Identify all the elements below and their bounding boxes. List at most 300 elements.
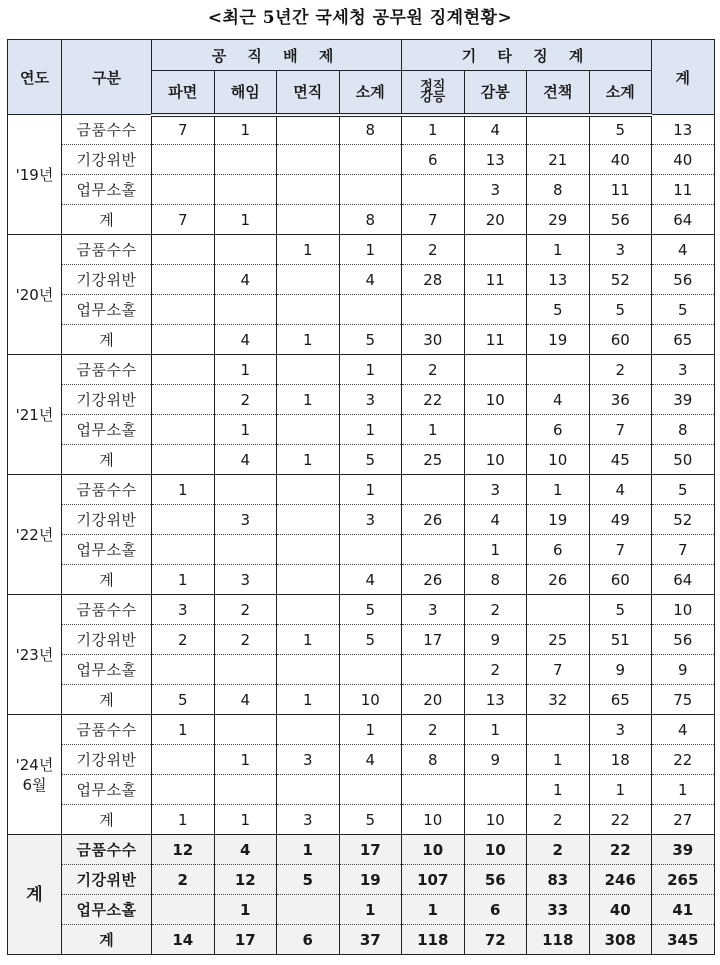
grand-total-cell: 3 xyxy=(652,355,715,385)
value-cell: 4 xyxy=(214,685,277,715)
category-cell: 계 xyxy=(62,565,152,595)
value-cell: 2 xyxy=(152,625,215,655)
table-row xyxy=(8,235,715,265)
year-label: 계 xyxy=(26,884,43,905)
value-cell xyxy=(277,595,340,625)
value-cell xyxy=(277,115,340,145)
value-cell: 7 xyxy=(589,535,652,565)
grand-total-cell: 265 xyxy=(652,865,715,895)
grand-total-cell: 4 xyxy=(652,715,715,745)
value-cell: 6 xyxy=(464,895,527,925)
category-cell: 기강위반 xyxy=(62,625,152,655)
table-row xyxy=(8,925,715,955)
year-cell xyxy=(8,715,62,835)
value-cell xyxy=(277,175,340,205)
year-cell xyxy=(8,115,62,235)
value-cell: 1 xyxy=(464,715,527,745)
value-cell: 1 xyxy=(277,325,340,355)
table-row xyxy=(8,535,715,565)
grand-total-cell: 9 xyxy=(652,655,715,685)
value-cell xyxy=(464,355,527,385)
value-cell: 1 xyxy=(277,685,340,715)
grand-total-cell: 41 xyxy=(652,895,715,925)
grand-total-cell: 75 xyxy=(652,685,715,715)
value-cell: 1 xyxy=(277,385,340,415)
header-col-suspension-demotion xyxy=(402,71,465,115)
header-category: 구분 xyxy=(62,40,152,115)
value-cell: 1 xyxy=(277,625,340,655)
value-cell: 2 xyxy=(152,865,215,895)
value-cell: 52 xyxy=(589,265,652,295)
year-label: '21년 xyxy=(15,405,54,424)
grand-total-cell: 345 xyxy=(652,925,715,955)
value-cell xyxy=(152,445,215,475)
value-cell: 60 xyxy=(589,565,652,595)
value-cell: 107 xyxy=(402,865,465,895)
value-cell xyxy=(152,415,215,445)
category-cell: 금품수수 xyxy=(62,475,152,505)
value-cell: 9 xyxy=(589,655,652,685)
value-cell: 5 xyxy=(339,445,402,475)
value-cell: 4 xyxy=(214,265,277,295)
value-cell xyxy=(152,505,215,535)
category-cell: 업무소홀 xyxy=(62,655,152,685)
value-cell xyxy=(527,595,590,625)
value-cell xyxy=(402,475,465,505)
table-row xyxy=(8,865,715,895)
header-grand-total: 계 xyxy=(652,40,715,115)
value-cell xyxy=(527,715,590,745)
grand-total-cell: 22 xyxy=(652,745,715,775)
value-cell: 12 xyxy=(152,835,215,865)
value-cell: 12 xyxy=(214,865,277,895)
value-cell: 25 xyxy=(527,625,590,655)
value-cell xyxy=(214,295,277,325)
value-cell: 28 xyxy=(402,265,465,295)
value-cell: 1 xyxy=(527,475,590,505)
value-cell xyxy=(277,475,340,505)
value-cell: 4 xyxy=(339,265,402,295)
value-cell: 5 xyxy=(277,865,340,895)
table-row xyxy=(8,475,715,505)
value-cell xyxy=(464,775,527,805)
value-cell: 25 xyxy=(402,445,465,475)
table-row xyxy=(8,895,715,925)
value-cell xyxy=(214,475,277,505)
grand-total-cell: 13 xyxy=(652,115,715,145)
grand-total-cell: 4 xyxy=(652,235,715,265)
table-header xyxy=(8,40,715,115)
value-cell: 10 xyxy=(527,445,590,475)
value-cell: 2 xyxy=(402,235,465,265)
value-cell: 36 xyxy=(589,385,652,415)
value-cell: 3 xyxy=(277,805,340,835)
value-cell xyxy=(152,745,215,775)
category-cell: 기강위반 xyxy=(62,745,152,775)
value-cell: 26 xyxy=(402,505,465,535)
table-row xyxy=(8,505,715,535)
value-cell: 1 xyxy=(214,895,277,925)
grand-total-cell: 50 xyxy=(652,445,715,475)
value-cell xyxy=(339,775,402,805)
grand-total-cell: 5 xyxy=(652,475,715,505)
year-label: '20년 xyxy=(15,285,54,304)
value-cell: 9 xyxy=(464,625,527,655)
value-cell: 7 xyxy=(527,655,590,685)
grand-total-cell: 64 xyxy=(652,205,715,235)
value-cell xyxy=(339,295,402,325)
header-col-removal: 해임 xyxy=(214,71,277,115)
value-cell: 18 xyxy=(589,745,652,775)
year-label: '19년 xyxy=(15,165,54,184)
table-row xyxy=(8,835,715,865)
value-cell: 308 xyxy=(589,925,652,955)
value-cell xyxy=(277,355,340,385)
value-cell xyxy=(214,175,277,205)
value-cell: 11 xyxy=(589,175,652,205)
value-cell xyxy=(527,115,590,145)
value-cell xyxy=(152,535,215,565)
value-cell xyxy=(152,265,215,295)
value-cell: 40 xyxy=(589,145,652,175)
value-cell: 49 xyxy=(589,505,652,535)
category-cell: 금품수수 xyxy=(62,715,152,745)
value-cell: 2 xyxy=(527,835,590,865)
value-cell: 1 xyxy=(402,895,465,925)
value-cell: 3 xyxy=(277,745,340,775)
value-cell xyxy=(214,145,277,175)
value-cell: 56 xyxy=(589,205,652,235)
value-cell: 5 xyxy=(589,595,652,625)
grand-total-cell: 39 xyxy=(652,385,715,415)
value-cell xyxy=(277,205,340,235)
value-cell xyxy=(402,175,465,205)
value-cell: 1 xyxy=(277,445,340,475)
value-cell: 1 xyxy=(339,475,402,505)
value-cell: 1 xyxy=(589,775,652,805)
value-cell: 1 xyxy=(339,715,402,745)
value-cell: 1 xyxy=(152,565,215,595)
value-cell: 2 xyxy=(214,595,277,625)
value-cell: 3 xyxy=(464,175,527,205)
category-cell: 계 xyxy=(62,925,152,955)
value-cell xyxy=(464,235,527,265)
year-label: '22년 xyxy=(15,525,54,544)
value-cell xyxy=(214,775,277,805)
value-cell xyxy=(277,775,340,805)
value-cell: 40 xyxy=(589,895,652,925)
value-cell: 1 xyxy=(527,775,590,805)
category-cell: 금품수수 xyxy=(62,835,152,865)
value-cell: 8 xyxy=(402,745,465,775)
value-cell: 4 xyxy=(527,385,590,415)
value-cell: 29 xyxy=(527,205,590,235)
value-cell: 4 xyxy=(464,115,527,145)
value-cell: 1 xyxy=(214,745,277,775)
year-cell xyxy=(8,355,62,475)
discipline-table xyxy=(7,39,715,955)
table-title: <최근 5년간 국세청 공무원 징계현황> xyxy=(207,8,513,28)
value-cell: 3 xyxy=(464,475,527,505)
category-cell: 업무소홀 xyxy=(62,415,152,445)
value-cell: 1 xyxy=(527,235,590,265)
year-sublabel: 6월 xyxy=(22,775,47,794)
value-cell: 3 xyxy=(214,565,277,595)
value-cell: 4 xyxy=(214,835,277,865)
value-cell: 19 xyxy=(527,325,590,355)
value-cell: 8 xyxy=(339,205,402,235)
table-row xyxy=(8,565,715,595)
value-cell: 10 xyxy=(464,805,527,835)
table-total-section xyxy=(8,835,715,955)
value-cell: 1 xyxy=(339,355,402,385)
value-cell: 3 xyxy=(589,235,652,265)
table-row xyxy=(8,205,715,235)
value-cell xyxy=(277,655,340,685)
value-cell: 19 xyxy=(527,505,590,535)
table-row xyxy=(8,295,715,325)
category-cell: 계 xyxy=(62,445,152,475)
value-cell: 1 xyxy=(527,745,590,775)
value-cell: 22 xyxy=(589,805,652,835)
value-cell: 7 xyxy=(589,415,652,445)
category-cell: 금품수수 xyxy=(62,115,152,145)
value-cell: 26 xyxy=(402,565,465,595)
value-cell: 1 xyxy=(152,805,215,835)
value-cell: 1 xyxy=(214,805,277,835)
year-label: '24년 xyxy=(15,755,54,774)
value-cell xyxy=(152,325,215,355)
value-cell xyxy=(214,535,277,565)
header-col-pay-cut: 감봉 xyxy=(464,71,527,115)
value-cell: 2 xyxy=(589,355,652,385)
table-row xyxy=(8,325,715,355)
value-cell: 22 xyxy=(402,385,465,415)
value-cell xyxy=(214,715,277,745)
header-col-subtotal-other: 소계 xyxy=(589,71,652,115)
year-cell xyxy=(8,595,62,715)
value-cell: 30 xyxy=(402,325,465,355)
table-row xyxy=(8,415,715,445)
value-cell xyxy=(152,355,215,385)
value-cell xyxy=(214,235,277,265)
value-cell xyxy=(152,235,215,265)
value-cell: 1 xyxy=(214,355,277,385)
header-col-reprimand: 견책 xyxy=(527,71,590,115)
value-cell: 4 xyxy=(214,445,277,475)
category-cell: 금품수수 xyxy=(62,595,152,625)
category-cell: 업무소홀 xyxy=(62,295,152,325)
value-cell xyxy=(339,655,402,685)
table-row xyxy=(8,445,715,475)
value-cell: 32 xyxy=(527,685,590,715)
value-cell: 6 xyxy=(527,415,590,445)
category-cell: 기강위반 xyxy=(62,865,152,895)
grand-total-cell: 5 xyxy=(652,295,715,325)
value-cell: 5 xyxy=(339,325,402,355)
value-cell: 4 xyxy=(339,565,402,595)
value-cell: 7 xyxy=(152,205,215,235)
value-cell: 1 xyxy=(277,835,340,865)
value-cell: 1 xyxy=(339,235,402,265)
value-cell xyxy=(527,355,590,385)
value-cell: 20 xyxy=(464,205,527,235)
value-cell: 1 xyxy=(339,895,402,925)
value-cell xyxy=(152,775,215,805)
value-cell xyxy=(464,295,527,325)
value-cell xyxy=(277,145,340,175)
value-cell: 33 xyxy=(527,895,590,925)
category-cell: 계 xyxy=(62,325,152,355)
value-cell: 2 xyxy=(214,625,277,655)
value-cell: 118 xyxy=(402,925,465,955)
value-cell: 2 xyxy=(214,385,277,415)
value-cell: 5 xyxy=(339,625,402,655)
table-row xyxy=(8,655,715,685)
table-row xyxy=(8,775,715,805)
value-cell: 37 xyxy=(339,925,402,955)
value-cell xyxy=(339,175,402,205)
header-col-resignation: 면직 xyxy=(277,71,340,115)
value-cell: 13 xyxy=(464,685,527,715)
value-cell xyxy=(277,535,340,565)
value-cell: 8 xyxy=(527,175,590,205)
year-cell xyxy=(8,235,62,355)
category-cell: 업무소홀 xyxy=(62,895,152,925)
category-cell: 계 xyxy=(62,685,152,715)
value-cell: 17 xyxy=(214,925,277,955)
value-cell: 7 xyxy=(402,205,465,235)
header-group-other-discipline: 기 타 징 계 xyxy=(402,40,652,71)
value-cell: 1 xyxy=(339,415,402,445)
table-row xyxy=(8,175,715,205)
value-cell: 1 xyxy=(214,415,277,445)
value-cell: 19 xyxy=(339,865,402,895)
table-row xyxy=(8,685,715,715)
value-cell: 10 xyxy=(339,685,402,715)
table-row xyxy=(8,595,715,625)
grand-total-cell: 65 xyxy=(652,325,715,355)
header-col-dismissal: 파면 xyxy=(152,71,215,115)
value-cell xyxy=(277,265,340,295)
year-cell xyxy=(8,475,62,595)
value-cell xyxy=(277,895,340,925)
category-cell: 계 xyxy=(62,205,152,235)
category-cell: 업무소홀 xyxy=(62,775,152,805)
value-cell: 13 xyxy=(464,145,527,175)
value-cell xyxy=(339,535,402,565)
value-cell: 5 xyxy=(339,595,402,625)
value-cell: 246 xyxy=(589,865,652,895)
value-cell xyxy=(402,295,465,325)
table-row xyxy=(8,715,715,745)
value-cell: 1 xyxy=(214,205,277,235)
category-cell: 금품수수 xyxy=(62,235,152,265)
value-cell: 6 xyxy=(402,145,465,175)
header-year: 연도 xyxy=(8,40,62,115)
value-cell: 65 xyxy=(589,685,652,715)
value-cell xyxy=(152,385,215,415)
value-cell xyxy=(152,175,215,205)
value-cell: 3 xyxy=(402,595,465,625)
table-row xyxy=(8,265,715,295)
header-col-suspension: 정직 xyxy=(420,78,446,94)
value-cell: 118 xyxy=(527,925,590,955)
value-cell: 2 xyxy=(402,355,465,385)
value-cell: 8 xyxy=(339,115,402,145)
value-cell: 56 xyxy=(464,865,527,895)
table-row xyxy=(8,385,715,415)
value-cell: 3 xyxy=(589,715,652,745)
header-col-demotion: 강등 xyxy=(420,89,446,105)
category-cell: 기강위반 xyxy=(62,505,152,535)
grand-total-cell: 39 xyxy=(652,835,715,865)
grand-total-cell: 7 xyxy=(652,535,715,565)
value-cell: 72 xyxy=(464,925,527,955)
value-cell: 3 xyxy=(152,595,215,625)
value-cell: 4 xyxy=(339,745,402,775)
value-cell: 6 xyxy=(277,925,340,955)
table-row xyxy=(8,625,715,655)
value-cell: 26 xyxy=(527,565,590,595)
value-cell: 5 xyxy=(589,115,652,145)
grand-total-cell: 40 xyxy=(652,145,715,175)
category-cell: 기강위반 xyxy=(62,385,152,415)
grand-total-cell: 52 xyxy=(652,505,715,535)
value-cell: 1 xyxy=(402,115,465,145)
value-cell: 1 xyxy=(152,475,215,505)
grand-total-cell: 10 xyxy=(652,595,715,625)
value-cell: 10 xyxy=(402,835,465,865)
value-cell: 20 xyxy=(402,685,465,715)
table-row xyxy=(8,115,715,145)
value-cell: 14 xyxy=(152,925,215,955)
value-cell: 2 xyxy=(464,595,527,625)
value-cell xyxy=(402,535,465,565)
value-cell: 17 xyxy=(339,835,402,865)
table-body xyxy=(8,115,715,835)
year-cell xyxy=(8,835,62,955)
value-cell: 45 xyxy=(589,445,652,475)
table-row xyxy=(8,745,715,775)
value-cell: 4 xyxy=(464,505,527,535)
value-cell: 3 xyxy=(214,505,277,535)
value-cell: 1 xyxy=(214,115,277,145)
value-cell: 60 xyxy=(589,325,652,355)
value-cell: 11 xyxy=(464,325,527,355)
grand-total-cell: 8 xyxy=(652,415,715,445)
grand-total-cell: 56 xyxy=(652,265,715,295)
value-cell xyxy=(277,715,340,745)
value-cell: 10 xyxy=(464,445,527,475)
grand-total-cell: 64 xyxy=(652,565,715,595)
value-cell: 6 xyxy=(527,535,590,565)
grand-total-cell: 27 xyxy=(652,805,715,835)
value-cell xyxy=(214,655,277,685)
value-cell: 13 xyxy=(527,265,590,295)
value-cell: 1 xyxy=(464,535,527,565)
grand-total-cell: 56 xyxy=(652,625,715,655)
header-group-dismissal: 공 직 배 제 xyxy=(152,40,402,71)
value-cell xyxy=(277,505,340,535)
value-cell: 5 xyxy=(339,805,402,835)
value-cell: 17 xyxy=(402,625,465,655)
value-cell: 5 xyxy=(589,295,652,325)
grand-total-cell: 11 xyxy=(652,175,715,205)
value-cell: 1 xyxy=(402,415,465,445)
value-cell xyxy=(152,655,215,685)
value-cell xyxy=(277,295,340,325)
